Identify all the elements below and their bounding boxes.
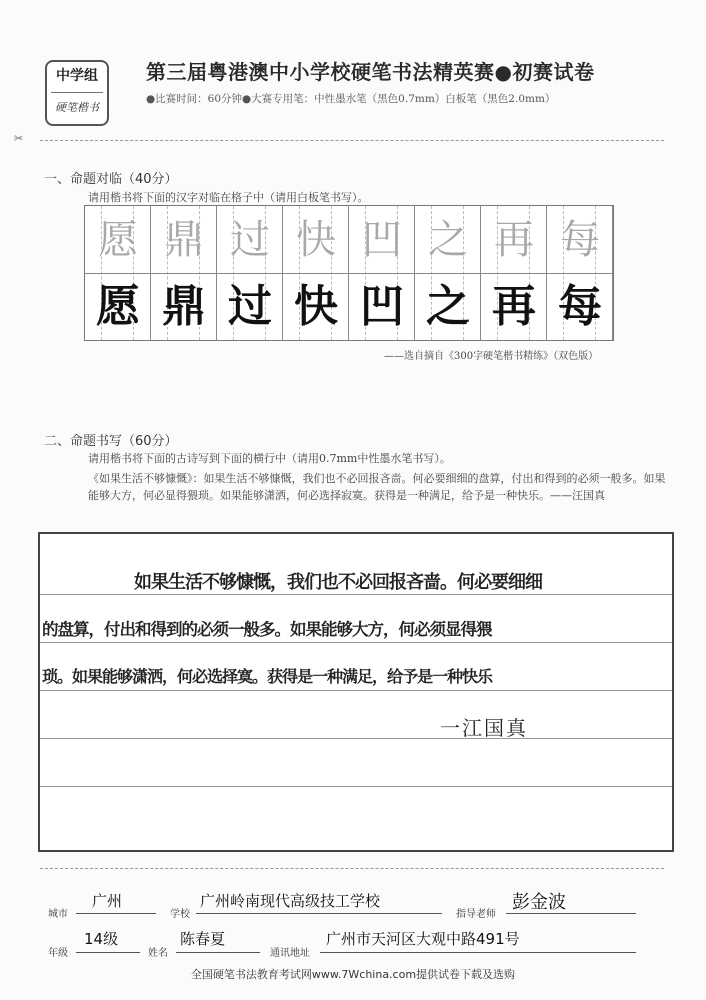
group-label: 中学组 bbox=[56, 68, 98, 84]
cut-line-top bbox=[40, 140, 664, 141]
model-char: 再 bbox=[494, 217, 534, 263]
group-badge bbox=[45, 60, 109, 126]
handwritten-char: 鼎 bbox=[162, 281, 206, 332]
address-label: 通讯地址 bbox=[270, 948, 310, 959]
model-char: 愿 bbox=[98, 217, 138, 263]
writing-line bbox=[40, 690, 672, 691]
poem-text: 《如果生活不够慷慨》：如果生活不够慷慨，我们也不必回报吝啬。何必要细细的盘算，付出和得到的必须一般多。如果能够大方，何必显得猥琐。如果能够潇洒，何必选择寂寞。获得是一种满足，给予是一种快乐。——汪国真 bbox=[88, 472, 666, 502]
section1-label: 一、命题对临（40分） bbox=[44, 172, 178, 187]
model-char: 鼎 bbox=[164, 217, 204, 263]
model-char: 每 bbox=[560, 217, 600, 263]
handwriting-line: 的盘算，付出和得到的必须一般多。如果能够大方，何必须显得猥 bbox=[42, 620, 492, 639]
handwritten-char: 之 bbox=[426, 281, 470, 332]
handwritten-char: 每 bbox=[558, 281, 602, 332]
writing-box bbox=[38, 532, 674, 852]
writing-line bbox=[40, 642, 672, 643]
school-label: 学校 bbox=[170, 909, 190, 920]
footer-note: 全国硬笔书法教育考试网www.7Wchina.com提供试卷下载及选购 bbox=[190, 968, 516, 981]
model-char: 快 bbox=[296, 217, 336, 263]
handwritten-char: 过 bbox=[228, 281, 272, 332]
copy-grid bbox=[84, 205, 614, 341]
section2-label: 二、命题书写（60分） bbox=[44, 434, 178, 449]
group-sub-label: 硬笔楷书 bbox=[55, 101, 99, 114]
page-subtitle: ●比赛时间：60分钟●大赛专用笔：中性墨水笔（黑色0.7mm）白板笔（黑色2.0mm） bbox=[146, 93, 556, 105]
teacher-underline bbox=[506, 913, 636, 914]
teacher-label: 指导老师 bbox=[456, 909, 496, 920]
grid-mid-line bbox=[85, 273, 613, 274]
source-note: ——选自摘自《300字硬笔楷书精练》（双色版） bbox=[384, 351, 599, 362]
school-value: 广州岭南现代高级技工学校 bbox=[200, 892, 381, 910]
school-underline bbox=[196, 913, 442, 914]
handwriting-line: 如果生活不够慷慨，我们也不必回报吝啬。何必要细细 bbox=[134, 572, 542, 593]
handwritten-char: 愿 bbox=[96, 281, 140, 332]
address-value: 广州市天河区大观中路491号 bbox=[326, 930, 520, 948]
city-value: 广州 bbox=[92, 892, 123, 910]
address-underline bbox=[320, 952, 636, 953]
page-title: 第三届粤港澳中小学校硬笔书法精英赛●初赛试卷 bbox=[146, 60, 595, 84]
city-underline bbox=[76, 913, 156, 914]
name-value: 陈春夏 bbox=[180, 930, 226, 948]
name-label: 姓名 bbox=[148, 948, 168, 959]
city-label: 城市 bbox=[48, 909, 68, 920]
handwritten-char: 再 bbox=[492, 281, 536, 332]
name-underline bbox=[176, 952, 260, 953]
section1-instruction: 请用楷书将下面的汉字对临在格子中（请用白板笔书写）。 bbox=[88, 191, 369, 204]
grade-value: 14级 bbox=[84, 930, 119, 948]
handwritten-char: 快 bbox=[294, 281, 338, 332]
model-char: 过 bbox=[230, 217, 270, 263]
writing-line bbox=[40, 786, 672, 787]
handwritten-char: 凹 bbox=[360, 281, 404, 332]
section2-instruction: 请用楷书将下面的古诗写到下面的横行中（请用0.7mm中性墨水笔书写）。 bbox=[88, 452, 451, 465]
badge-divider bbox=[51, 92, 103, 93]
handwriting-line: 琐。如果能够潇洒，何必选择寞。获得是一种满足，给予是一种快乐 bbox=[42, 667, 493, 686]
model-char: 凹 bbox=[362, 217, 402, 263]
grade-label: 年级 bbox=[48, 948, 68, 959]
writing-line bbox=[40, 594, 672, 595]
cut-line-bottom bbox=[40, 868, 664, 869]
writing-line bbox=[40, 738, 672, 739]
grade-underline bbox=[76, 952, 140, 953]
handwritten-signature: 一江国真 bbox=[440, 716, 528, 740]
model-char: 之 bbox=[428, 217, 468, 263]
teacher-value: 彭金波 bbox=[512, 892, 566, 913]
scissor-icon: ✂ bbox=[14, 132, 24, 145]
